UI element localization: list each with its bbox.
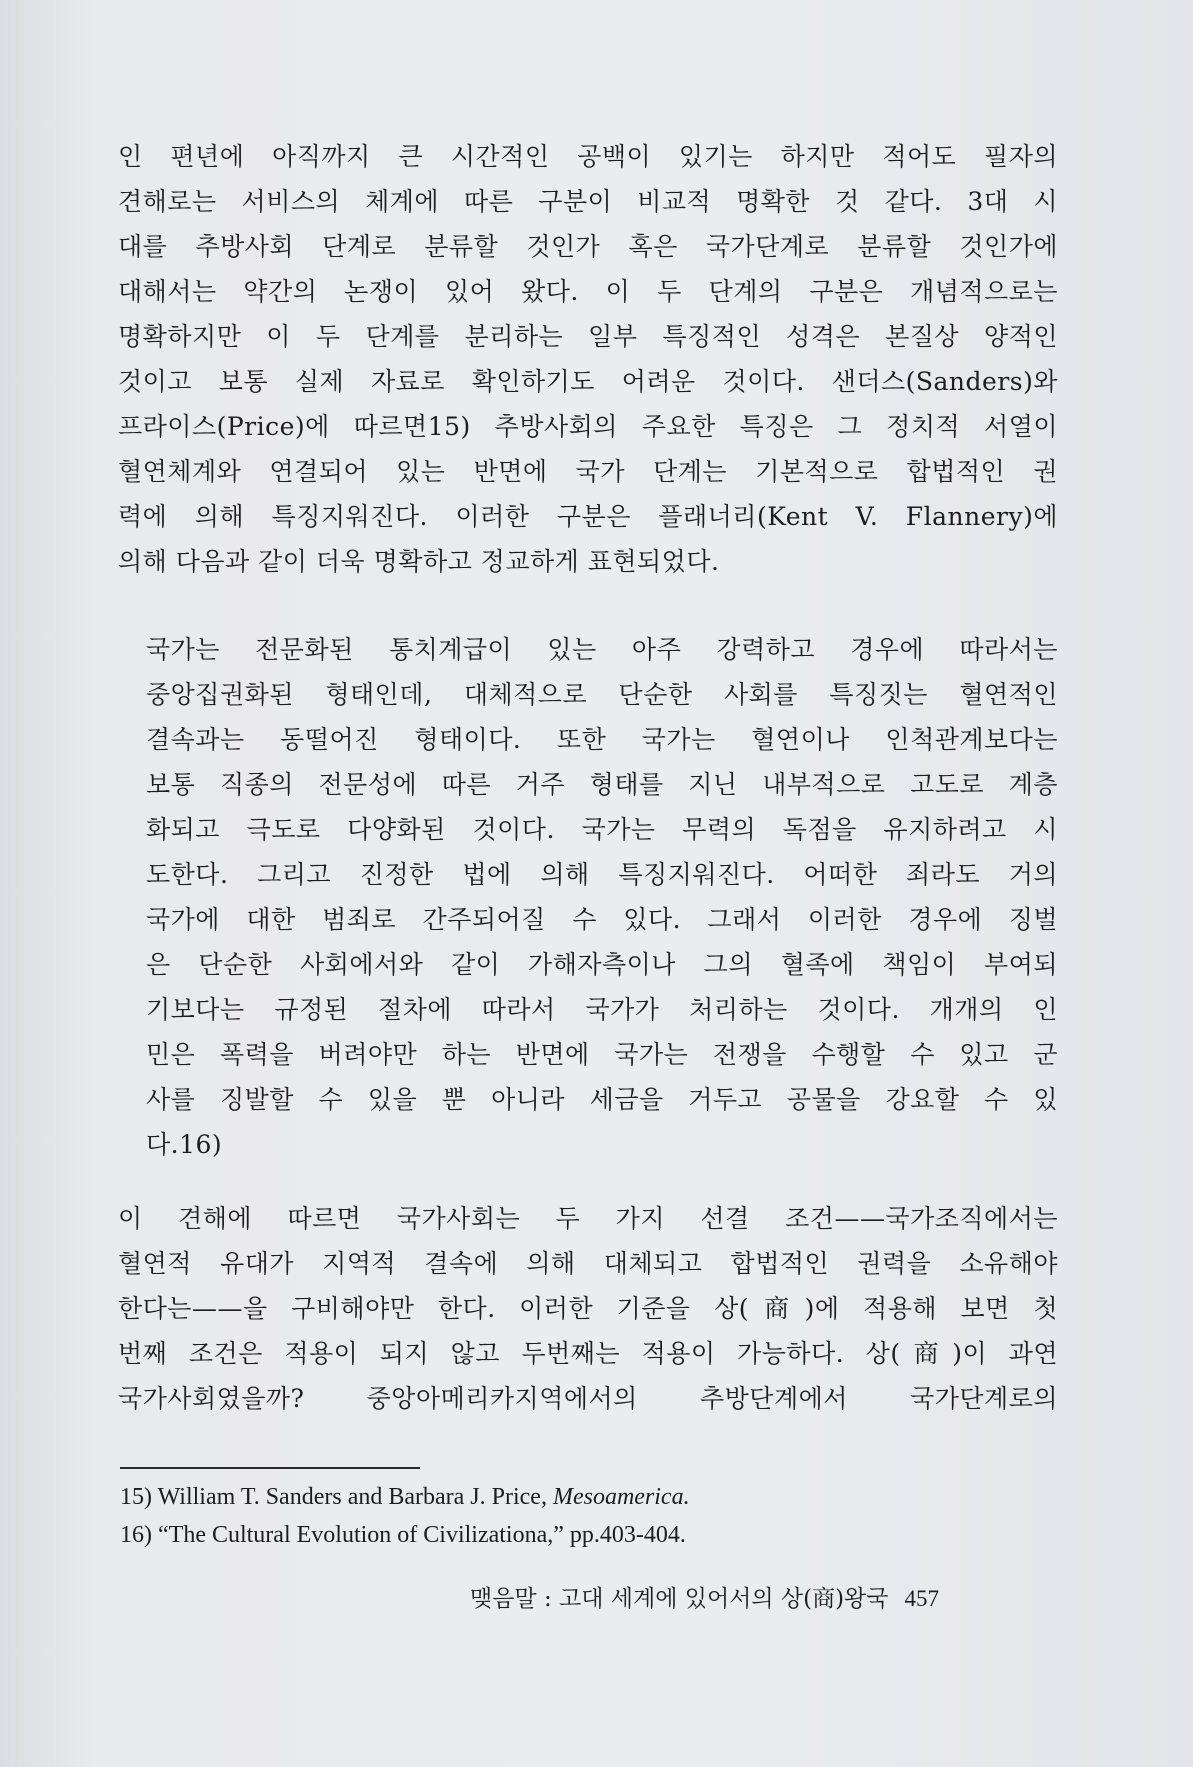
footnote-text: William T. Sanders and Barbara J. Price, <box>157 1484 553 1510</box>
footnote-16 <box>120 1522 686 1549</box>
text-line: 프라이스(Price)에 따르면15) 추방사회의 주요한 특징은 그 정치적 서열이 <box>118 412 1058 441</box>
text-line: 국가사회였을까? 중앙아메리카지역에서의 추방단계에서 국가단계로의 <box>118 1384 1058 1413</box>
text-line: 것이고 보통 실제 자료로 확인하기도 어려운 것이다. 샌더스(Sanders)와 <box>118 367 1058 396</box>
text-line: 대를 추방사회 단계로 분류할 것인가 혹은 국가단계로 분류할 것인가에 <box>118 232 1058 261</box>
text-line: 혈연체계와 연결되어 있는 반면에 국가 단계는 기본적으로 합법적인 권 <box>118 457 1058 486</box>
quote-line: 기보다는 규정된 절차에 따라서 국가가 처리하는 것이다. 개개의 인 <box>146 995 1058 1024</box>
text-line: 력에 의해 특징지워진다. 이러한 구분은 플래너리(Kent V. Flannery)에 <box>118 502 1058 531</box>
text-line: 인 편년에 아직까지 큰 시간적인 공백이 있기는 하지만 적어도 필자의 <box>118 142 1058 171</box>
quote-line: 보통 직종의 전문성에 따른 거주 형태를 지닌 내부적으로 고도로 계층 <box>146 770 1058 799</box>
footnote-divider <box>120 1467 420 1469</box>
running-title: 맺음말 : 고대 세계에 있어서의 상(商)왕국 <box>470 1586 889 1612</box>
text-line: 견해로는 서비스의 체계에 따른 구분이 비교적 명확한 것 같다. 3대 시 <box>118 187 1058 216</box>
quote-line: 다.16) <box>146 1130 223 1159</box>
quote-line: 사를 징발할 수 있을 뿐 아니라 세금을 거두고 공물을 강요할 수 있 <box>146 1085 1058 1114</box>
quote-line: 국가는 전문화된 통치계급이 있는 아주 강력하고 경우에 따라서는 <box>146 635 1058 664</box>
text-line: 이 견해에 따르면 국가사회는 두 가지 선결 조건——국가조직에서는 <box>118 1204 1058 1233</box>
text-line: 명확하지만 이 두 단계를 분리하는 일부 특징적인 성격은 본질상 양적인 <box>118 322 1058 351</box>
text-line: 의해 다음과 같이 더욱 명확하고 정교하게 표현되었다. <box>118 547 720 576</box>
text-line: 혈연적 유대가 지역적 결속에 의해 대체되고 합법적인 권력을 소유해야 <box>118 1249 1058 1278</box>
body-paragraph-2 <box>118 1196 1058 1421</box>
text-line: 한다는——을 구비해야만 한다. 이러한 기준을 상(商)에 적용해 보면 첫 <box>118 1294 1058 1323</box>
quote-line: 민은 폭력을 버려야만 하는 반면에 국가는 전쟁을 수행할 수 있고 군 <box>146 1040 1058 1069</box>
footnote-number: 16) <box>120 1522 152 1548</box>
quote-line: 결속과는 동떨어진 형태이다. 또한 국가는 혈연이나 인척관계보다는 <box>146 725 1058 754</box>
quote-line: 도한다. 그리고 진정한 법에 의해 특징지워진다. 어떠한 죄라도 거의 <box>146 860 1058 889</box>
page-number: 457 <box>904 1586 940 1611</box>
footnote-text: “The Cultural Evolution of Civilizationa,” pp.403-404. <box>158 1522 686 1548</box>
running-footer <box>470 1580 939 1613</box>
block-quote <box>146 627 1058 1167</box>
footnote-number: 15) <box>120 1484 152 1510</box>
text-line: 번째 조건은 적용이 되지 않고 두번째는 적용이 가능하다. 상(商)이 과연 <box>118 1339 1058 1368</box>
quote-line: 중앙집권화된 형태인데, 대체적으로 단순한 사회를 특징짓는 혈연적인 <box>146 680 1058 709</box>
text-line: 대해서는 약간의 논쟁이 있어 왔다. 이 두 단계의 구분은 개념적으로는 <box>118 277 1058 306</box>
quote-line: 국가에 대한 범죄로 간주되어질 수 있다. 그래서 이러한 경우에 징벌 <box>146 905 1058 934</box>
quote-line: 화되고 극도로 다양화된 것이다. 국가는 무력의 독점을 유지하려고 시 <box>146 815 1058 844</box>
footnote-title: Mesoamerica. <box>552 1484 690 1510</box>
quote-line: 은 단순한 사회에서와 같이 가해자측이나 그의 혈족에 책임이 부여되 <box>146 950 1058 979</box>
body-paragraph-1 <box>118 134 1058 584</box>
footnote-15 <box>120 1484 690 1511</box>
